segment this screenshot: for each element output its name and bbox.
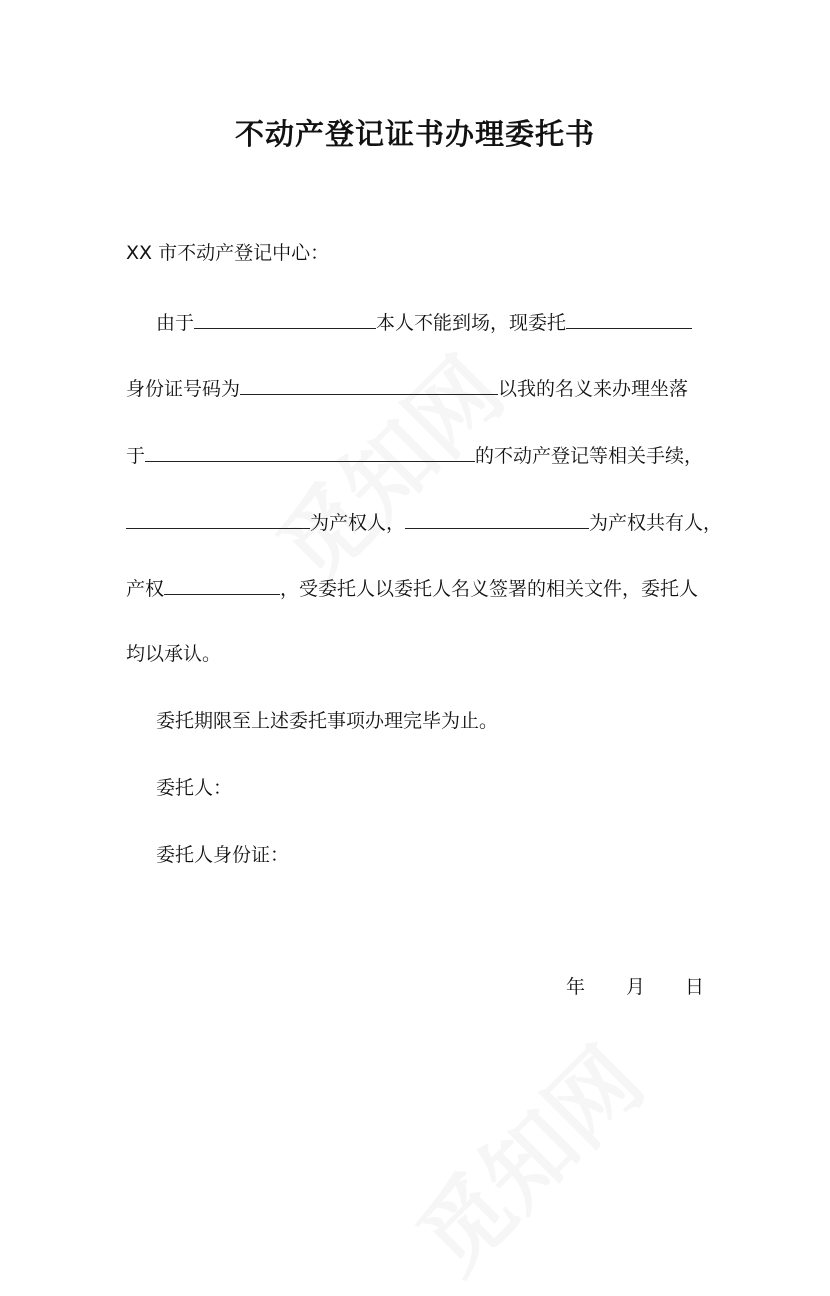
- reason-blank: [194, 308, 376, 329]
- recipient-line: XX 市不动产登记中心：: [126, 242, 330, 264]
- line2-suffix: 以我的名义来办理坐落: [498, 378, 689, 400]
- date-line: [566, 974, 704, 1000]
- line3-prefix: 于: [126, 445, 146, 467]
- agent-id-blank: [240, 374, 498, 395]
- line4-part2: 为产权共有人，: [589, 512, 723, 534]
- principal-label: 委托人：: [156, 777, 233, 799]
- paragraph-line-5: [126, 574, 711, 602]
- paragraph-line-4: [126, 508, 723, 536]
- paragraph-line-3: [126, 441, 711, 469]
- line1-prefix: 由于: [156, 312, 195, 334]
- month-label: 月: [626, 976, 646, 998]
- day-label: 日: [685, 976, 705, 998]
- line2-prefix: 身份证号码为: [126, 378, 241, 400]
- watermark: [384, 1014, 667, 1296]
- document-title: 不动产登记证书办理委托书: [234, 117, 595, 151]
- property-address-blank: [145, 441, 475, 462]
- agent-name-blank: [566, 308, 692, 329]
- line3-suffix: 的不动产登记等相关手续，: [475, 445, 704, 467]
- co-owner-blank: [405, 508, 589, 529]
- year-label: 年: [566, 976, 586, 998]
- principal-id-label: 委托人身份证：: [156, 844, 290, 866]
- paragraph-line-6: 均以承认。: [126, 643, 222, 665]
- term-line: 委托期限至上述委托事项办理完毕为止。: [156, 710, 499, 732]
- line1-middle: 本人不能到场，现委托: [376, 312, 567, 334]
- line5-suffix: ，受委托人以委托人名义签署的相关文件，委托人: [280, 578, 699, 600]
- paragraph-line-1: [156, 308, 741, 336]
- line5-prefix: 产权: [126, 578, 165, 600]
- owner-blank: [126, 508, 310, 529]
- line4-part1: 为产权人，: [310, 512, 406, 534]
- property-right-blank: [164, 574, 280, 595]
- paragraph-line-2: [126, 374, 711, 402]
